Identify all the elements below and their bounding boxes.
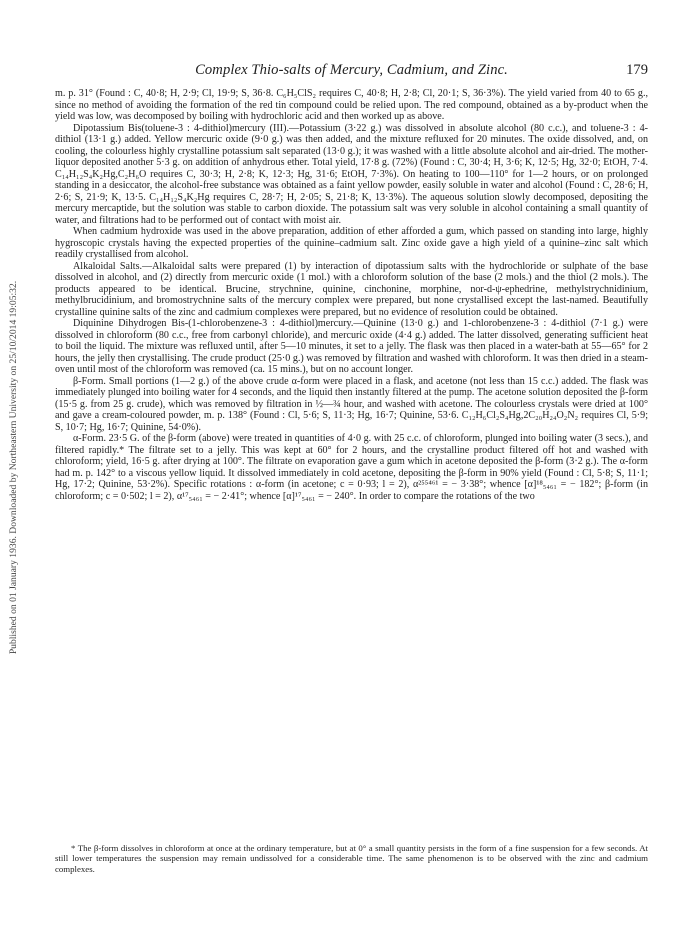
paragraph-continuation: m. p. 31° (Found : C, 40·8; H, 2·9; Cl, 19·9; S, 36·8. C₆H₅ClS₂ requires C, 40·8; H, 2·8; Cl, 20·1; S, 36·3%). The yield varied from 40 to 65 g., since no method of avoiding the formation of the red tin compound could be relied upon. The red compound, obtained as a by-product when the yield was low, was decomposed by boiling with hydrochloric acid and then worked up as above. [55,88,648,122]
page-number: 179 [626,62,648,78]
paragraph-alpha-form: α-Form. 23·5 G. of the β-form (above) were treated in quantities of 4·0 g. with 25 c.c. of chloroform, plunged into boiling water (3 secs.), and filtered rapidly.* The filtrate set to a jelly. This was kept at 60° for 2 hours, and the crystalline product filtered off hot and washed with chloroform; yield, 16·5 g. after drying at 100°. The filtrate on evaporation gave a gum which in acetone deposited the β-form (3·2 g.). The α-form had m. p. 142° to a viscous yellow liquid. It dissolved immediately in cold acetone, depositing the β-form in 90% yield (Found : Cl, 5·8; S, 11·1; Hg, 17·2; Quinine, 53·2%). Specific rotations : α-form (in acetone; c = 0·93; l = 2), α²⁵⁵⁴⁶¹ = − 3·38°; whence [α]¹⁸₅₄₆₁ = − 182°; β-form (in chloroform; c = 0·502; l = 2), α¹⁷₅₄₆₁ = − 2·41°; whence [α]¹⁷₅₄₆₁ = − 240°. In order to compare the rotations of the two [55,433,648,502]
running-title: Complex Thio-salts of Mercury, Cadmium, and Zinc. [195,62,508,78]
paragraph-dipotassium-mercury: Dipotassium Bis(toluene-3 : 4-dithiol)mercury (III).—Potassium (3·22 g.) was dissolved in absolute alcohol (80 c.c.), and toluene-3 : 4-dithiol (13·1 g.) added. Yellow mercuric oxide (9·0 g.) was then added, and the mixture refluxed for 20 minutes. The oxide dissolved, and, on cooling, the colourless highly crystalline potassium salt separated (13·0 g.); it was washed with a little absolute alcohol and air-dried. The mother-liquor deposited another 5·3 g. on addition of anhydrous ether. Total yield, 17·8 g. (72%) (Found : C, 30·4; H, 3·6; K, 12·5; Hg, 32·0; EtOH, 7·4. C₁₄H₁₂S₄K₂Hg,C₂H₆O requires C, 30·3; H, 2·8; K, 12·3; Hg, 31·6; EtOH, 7·3%). On heating to 100—110° for 1—2 hours, or on prolonged standing in a desiccator, the alcohol-free substance was obtained as a faint yellow powder, easily soluble in water and alcohol (Found : C, 28·6; H, 2·6; S, 21·9; K, 13·5. C₁₄H₁₂S₄K₂Hg requires C, 28·7; H, 2·05; S, 21·8; K, 13·3%). The aqueous solution slowly decomposed, depositing the mercury mercaptide, but the solution was stable to carbon dioxide. The potassium salt was very soluble in alcohol containing a small quantity of water, and filtrations had to be performed out of contact with moist air. [55,122,648,226]
page-header [55,62,648,79]
side-note-text: Published on 01 January 1936. Downloaded by Northeastern University on 25/10/2014 19:05:32. [8,280,20,655]
paragraph-alkaloidal-salts: Alkaloidal Salts.—Alkaloidal salts were prepared (1) by interaction of dipotassium salts with the hydrochloride or sulphate of the base dissolved in alcohol, and (2) directly from mercuric oxide (1 mol.) with a chloroform solution of the base (2 mols.) and the thiol (2 mols.). The products appeared to be identical. Brucine, strychnine, quinine, cinchonine, morphine, nor-d-ψ-ephedrine, methylstrychnidinium, methylbrucidinium, and bromostrychnine salts of the mercury complex were prepared, but none crystallised except the last-named. Beautifully crystalline quinine salts of the zinc and cadmium complexes were prepared, but no evidence of resolution could be obtained. [55,260,648,318]
footnote-text: * The β-form dissolves in chloroform at once at the ordinary temperature, but at 0° a small quantity persists in the form of a fine suspension for a few seconds. At still lower temperatures the suspension may remain undissolved for a considerable time. The same phenomenon is to be observed with the zinc and cadmium complexes. [55,843,648,874]
paragraph-cadmium-zinc: When cadmium hydroxide was used in the above preparation, addition of ether afforded a gum, which passed on standing into large, highly hygroscopic crystals having the expected properties of the quinine–cadmium salt. Zinc oxide gave a high yield of a quinine–zinc salt which readily crystallised from alcohol. [55,226,648,260]
download-provenance-note [0,0,28,935]
article-body [55,88,648,502]
footnote [55,843,648,874]
paragraph-diquinine: Diquinine Dihydrogen Bis-(1-chlorobenzene-3 : 4-dithiol)mercury.—Quinine (13·0 g.) and 1-chlorobenzene-3 : 4-dithiol (7·1 g.) were dissolved in chloroform (80 c.c., free from carbonyl chloride), and mercuric oxide (4·4 g.) added. The latter dissolved, generating sufficient heat to boil the liquid. The mixture was refluxed until, after 5—10 minutes, it set to a jelly. The flask was then placed in a water-bath at 55—65° for 2 hours, the jelly then crystallising. The crude product (25·0 g.) was removed by filtration and washed with chloroform. It was then dried in a steam-oven until most of the chloroform was removed (ca. 15 mins.), but on no account longer. [55,318,648,375]
paragraph-beta-form: β-Form. Small portions (1—2 g.) of the above crude α-form were placed in a flask, and acetone (not less than 15 c.c.) added. The flask was immediately plunged into boiling water for 4 seconds, and the liquid then instantly filtered at the pump. The acetone solution deposited the β-form (15·5 g. from 25 g. crude), which was removed by filtration in ½—¾ hour, and washed with acetone. The colourless crystals were dried at 100° and gave a cream-coloured powder, m. p. 138° (Found : Cl, 5·6; S, 11·3; Hg, 16·7; Quinine, 53·6. C₁₂H₆Cl₂S₄Hg,2C₂₀H₂₄O₂N₂ requires Cl, 5·9; S, 10·7; Hg, 16·7; Quinine, 54·0%). [55,375,648,433]
